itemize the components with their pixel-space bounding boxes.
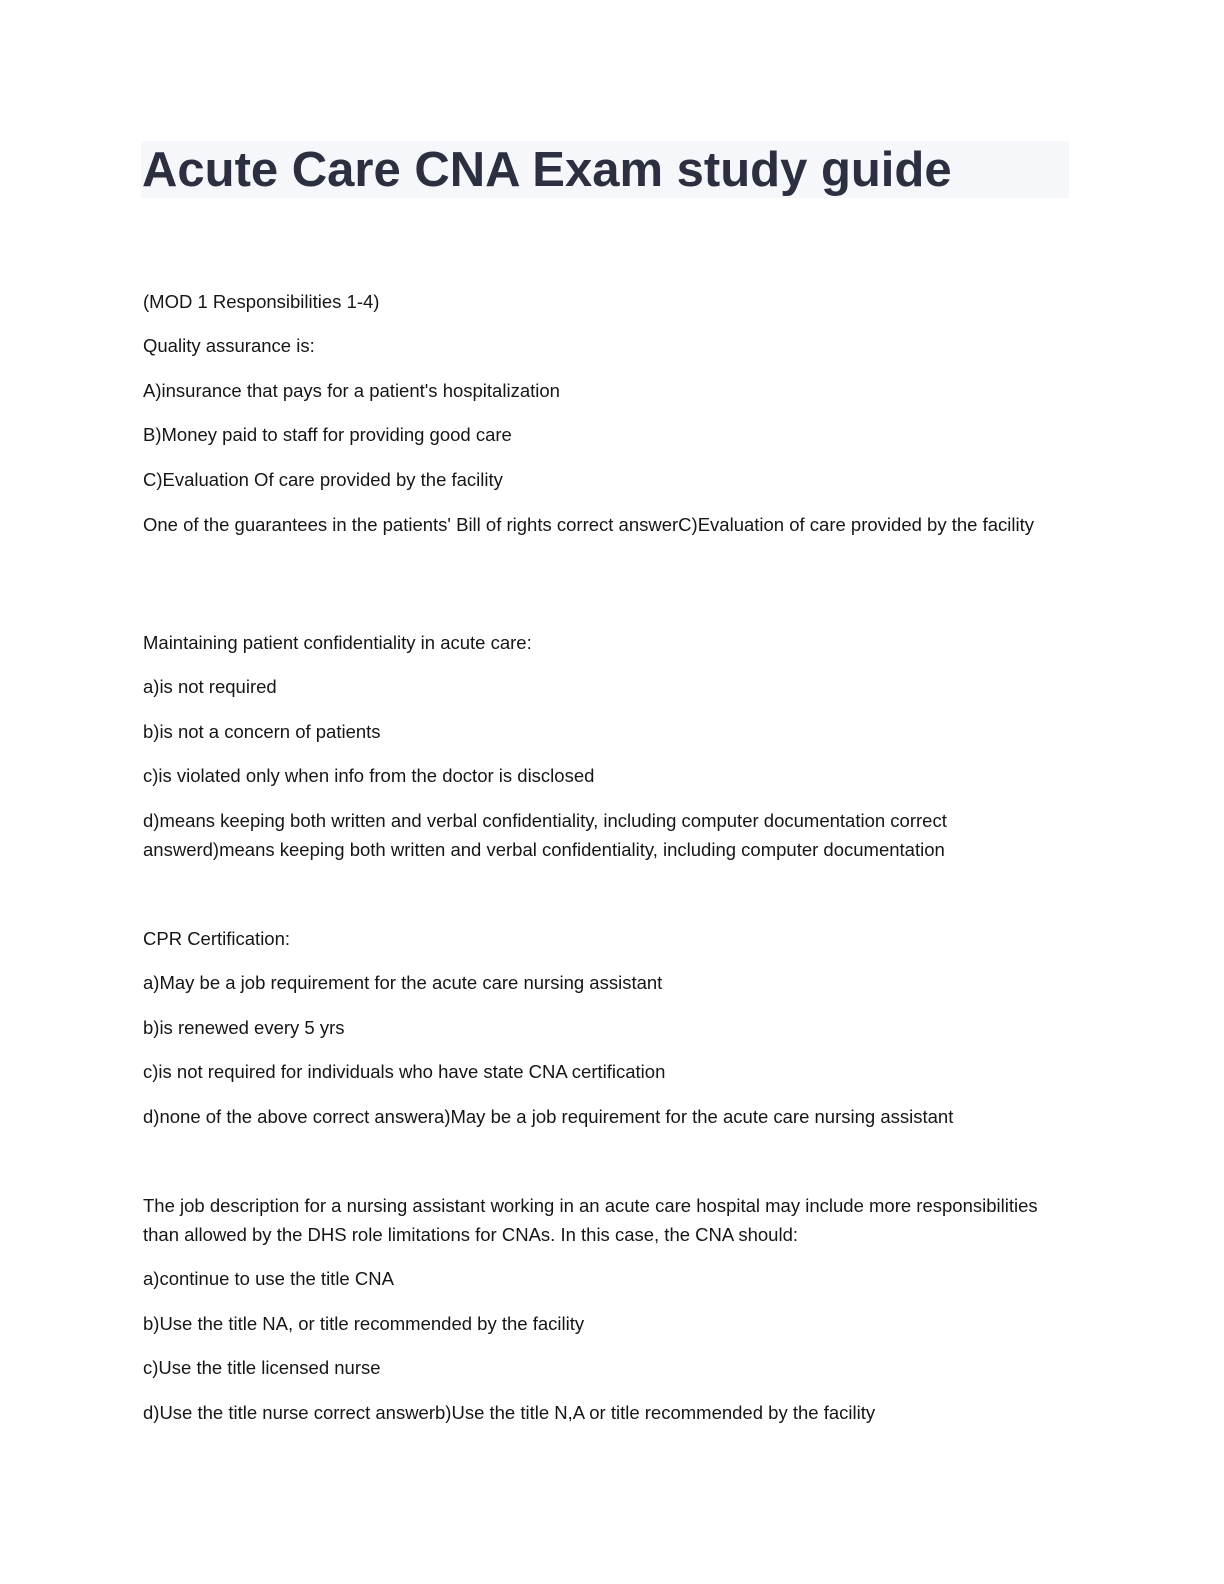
- question-2-answer: d)means keeping both written and verbal confidentiality, including computer documentation correct answerd)means keeping both written and verbal confidentiality, including computer documentation: [143, 810, 947, 860]
- question-4-answer: d)Use the title nurse correct answerb)Use the title N,A or title recommended by the facility: [143, 1402, 876, 1423]
- question-3-option-c: c)is not required for individuals who have state CNA certification: [143, 1061, 666, 1082]
- question-1-answer: One of the guarantees in the patients' Bill of rights correct answerC)Evaluation of care provided by the facility: [143, 514, 1034, 535]
- question-2-option-a: a)is not required: [143, 676, 277, 697]
- document-title: Acute Care CNA Exam study guide: [142, 143, 952, 197]
- question-1-prompt: Quality assurance is:: [143, 335, 315, 356]
- question-3-option-a: a)May be a job requirement for the acute care nursing assistant: [143, 972, 663, 993]
- question-4-option-a: a)continue to use the title CNA: [143, 1268, 394, 1289]
- question-4-option-c: c)Use the title licensed nurse: [143, 1357, 381, 1378]
- question-1-option-a: A)insurance that pays for a patient's hospitalization: [143, 380, 560, 401]
- question-3-prompt: CPR Certification:: [143, 928, 291, 949]
- question-4-option-b: b)Use the title NA, or title recommended by the facility: [143, 1313, 585, 1334]
- question-4-prompt: The job description for a nursing assistant working in an acute care hospital may include more responsibilities than allowed by the DHS role limitations for CNAs. In this case, the CNA should:: [143, 1195, 1038, 1245]
- question-1-option-b: B)Money paid to staff for providing good care: [143, 424, 512, 445]
- question-2-prompt: Maintaining patient confidentiality in acute care:: [143, 632, 532, 653]
- section-label: (MOD 1 Responsibilities 1-4): [143, 291, 380, 312]
- question-3-answer: d)none of the above correct answera)May be a job requirement for the acute care nursing assistant: [143, 1106, 954, 1127]
- question-1-option-c: C)Evaluation Of care provided by the facility: [143, 469, 503, 490]
- question-2-option-c: c)is violated only when info from the doctor is disclosed: [143, 765, 595, 786]
- question-2-option-b: b)is not a concern of patients: [143, 721, 381, 742]
- question-3-option-b: b)is renewed every 5 yrs: [143, 1017, 345, 1038]
